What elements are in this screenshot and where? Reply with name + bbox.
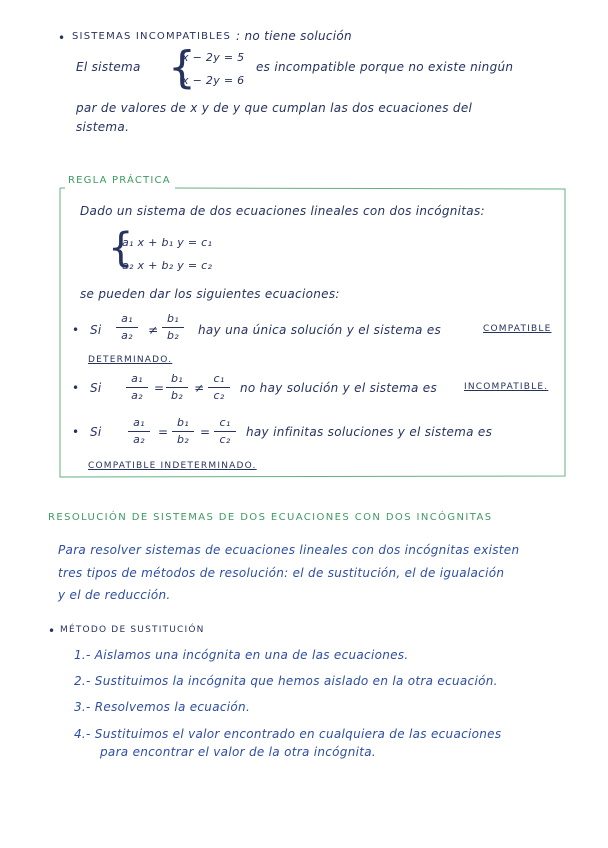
fraction-numerator: a₁ [121, 312, 133, 325]
case3-result: COMPATIBLE INDETERMINADO. [88, 461, 257, 471]
incompatible-line2: par de valores de x y de y que cumplan las dos ecuaciones del [76, 101, 473, 115]
incompatible-heading: SISTEMAS INCOMPATIBLES [72, 31, 231, 42]
case3-fraction-b [172, 417, 194, 446]
fraction-numerator: c₁ [213, 372, 225, 385]
incompatible-heading-suffix: : no tiene solución [236, 29, 352, 43]
case1-text: hay una única solución y el sistema es [198, 323, 442, 337]
fraction-denominator: b₂ [167, 329, 179, 342]
case3-op2: = [200, 425, 211, 439]
fraction-denominator: c₂ [213, 389, 225, 402]
case2-op2: ≠ [194, 381, 205, 395]
case2-result: INCOMPATIBLE. [464, 382, 549, 392]
case3-fraction-c [214, 417, 236, 446]
method-title: MÉTODO DE SUSTITUCIÓN [60, 625, 205, 635]
brace-icon: { [108, 225, 134, 271]
fraction-numerator: b₁ [167, 312, 179, 325]
case1-result-b: DETERMINADO. [88, 355, 173, 365]
step-4: 4.- Sustituimos el valor encontrado en cualquiera de las ecuaciones [74, 727, 502, 741]
fraction-denominator: a₂ [121, 329, 133, 342]
step-1: 1.- Aislamos una incógnita en una de las ecuaciones. [74, 648, 409, 662]
step-2: 2.- Sustituimos la incógnita que hemos aislado en la otra ecuación. [74, 674, 498, 688]
case1-op: ≠ [148, 323, 159, 337]
case3-text: hay infinitas soluciones y el sistema es [246, 425, 493, 439]
regla-eq2: a₂ x + b₂ y = c₂ [122, 259, 213, 272]
case3-op1: = [158, 425, 169, 439]
fraction-denominator: a₂ [131, 389, 143, 402]
step-3: 3.- Resolvemos la ecuación. [74, 700, 251, 714]
bullet: • [58, 31, 66, 45]
fraction-numerator: c₁ [219, 416, 231, 429]
case1-fraction-b [162, 313, 184, 342]
regla-eq1: a₁ x + b₁ y = c₁ [122, 236, 213, 249]
bullet: • [72, 425, 80, 439]
fraction-numerator: a₁ [131, 372, 143, 385]
regla-cases-intro: se pueden dar los siguientes ecuaciones: [80, 287, 340, 301]
bullet: • [72, 323, 80, 337]
resolucion-title: RESOLUCIÓN DE SISTEMAS DE DOS ECUACIONES CON DOS INCÓGNITAS [48, 512, 493, 523]
resolucion-p2: tres tipos de métodos de resolución: el de sustitución, el de igualación [58, 566, 505, 580]
fraction-numerator: b₁ [171, 372, 183, 385]
bullet: • [48, 624, 56, 638]
case1-fraction-a [116, 313, 138, 342]
example-eq1: x − 2y = 5 [182, 51, 245, 64]
fraction-numerator: a₁ [133, 416, 145, 429]
fraction-denominator: b₂ [171, 389, 183, 402]
incompatible-line3: sistema. [76, 120, 130, 134]
case2-fraction-c [208, 373, 230, 402]
example-prefix: El sistema [76, 60, 141, 74]
case2-text: no hay solución y el sistema es [240, 381, 438, 395]
fraction-denominator: b₂ [177, 433, 189, 446]
bullet: • [72, 381, 80, 395]
regla-title: REGLA PRÁCTICA [68, 175, 171, 186]
case1-result-a: COMPATIBLE [483, 324, 552, 334]
resolucion-p1: Para resolver sistemas de ecuaciones lineales con dos incógnitas existen [58, 543, 520, 557]
case3-fraction-a [128, 417, 150, 446]
regla-intro: Dado un sistema de dos ecuaciones lineales con dos incógnitas: [80, 204, 485, 218]
brace-icon: { [168, 42, 196, 93]
case3-si: Si [90, 425, 102, 439]
case2-op1: = [154, 381, 165, 395]
case2-si: Si [90, 381, 102, 395]
example-eq2: x − 2y = 6 [182, 74, 245, 87]
fraction-numerator: b₁ [177, 416, 189, 429]
example-reason: es incompatible porque no existe ningún [256, 60, 514, 74]
fraction-denominator: c₂ [219, 433, 231, 446]
case2-fraction-b [166, 373, 188, 402]
fraction-denominator: a₂ [133, 433, 145, 446]
case2-fraction-a [126, 373, 148, 402]
resolucion-p3: y el de reducción. [58, 588, 171, 602]
step-4-continued: para encontrar el valor de la otra incógnita. [100, 745, 377, 759]
case1-si: Si [90, 323, 102, 337]
